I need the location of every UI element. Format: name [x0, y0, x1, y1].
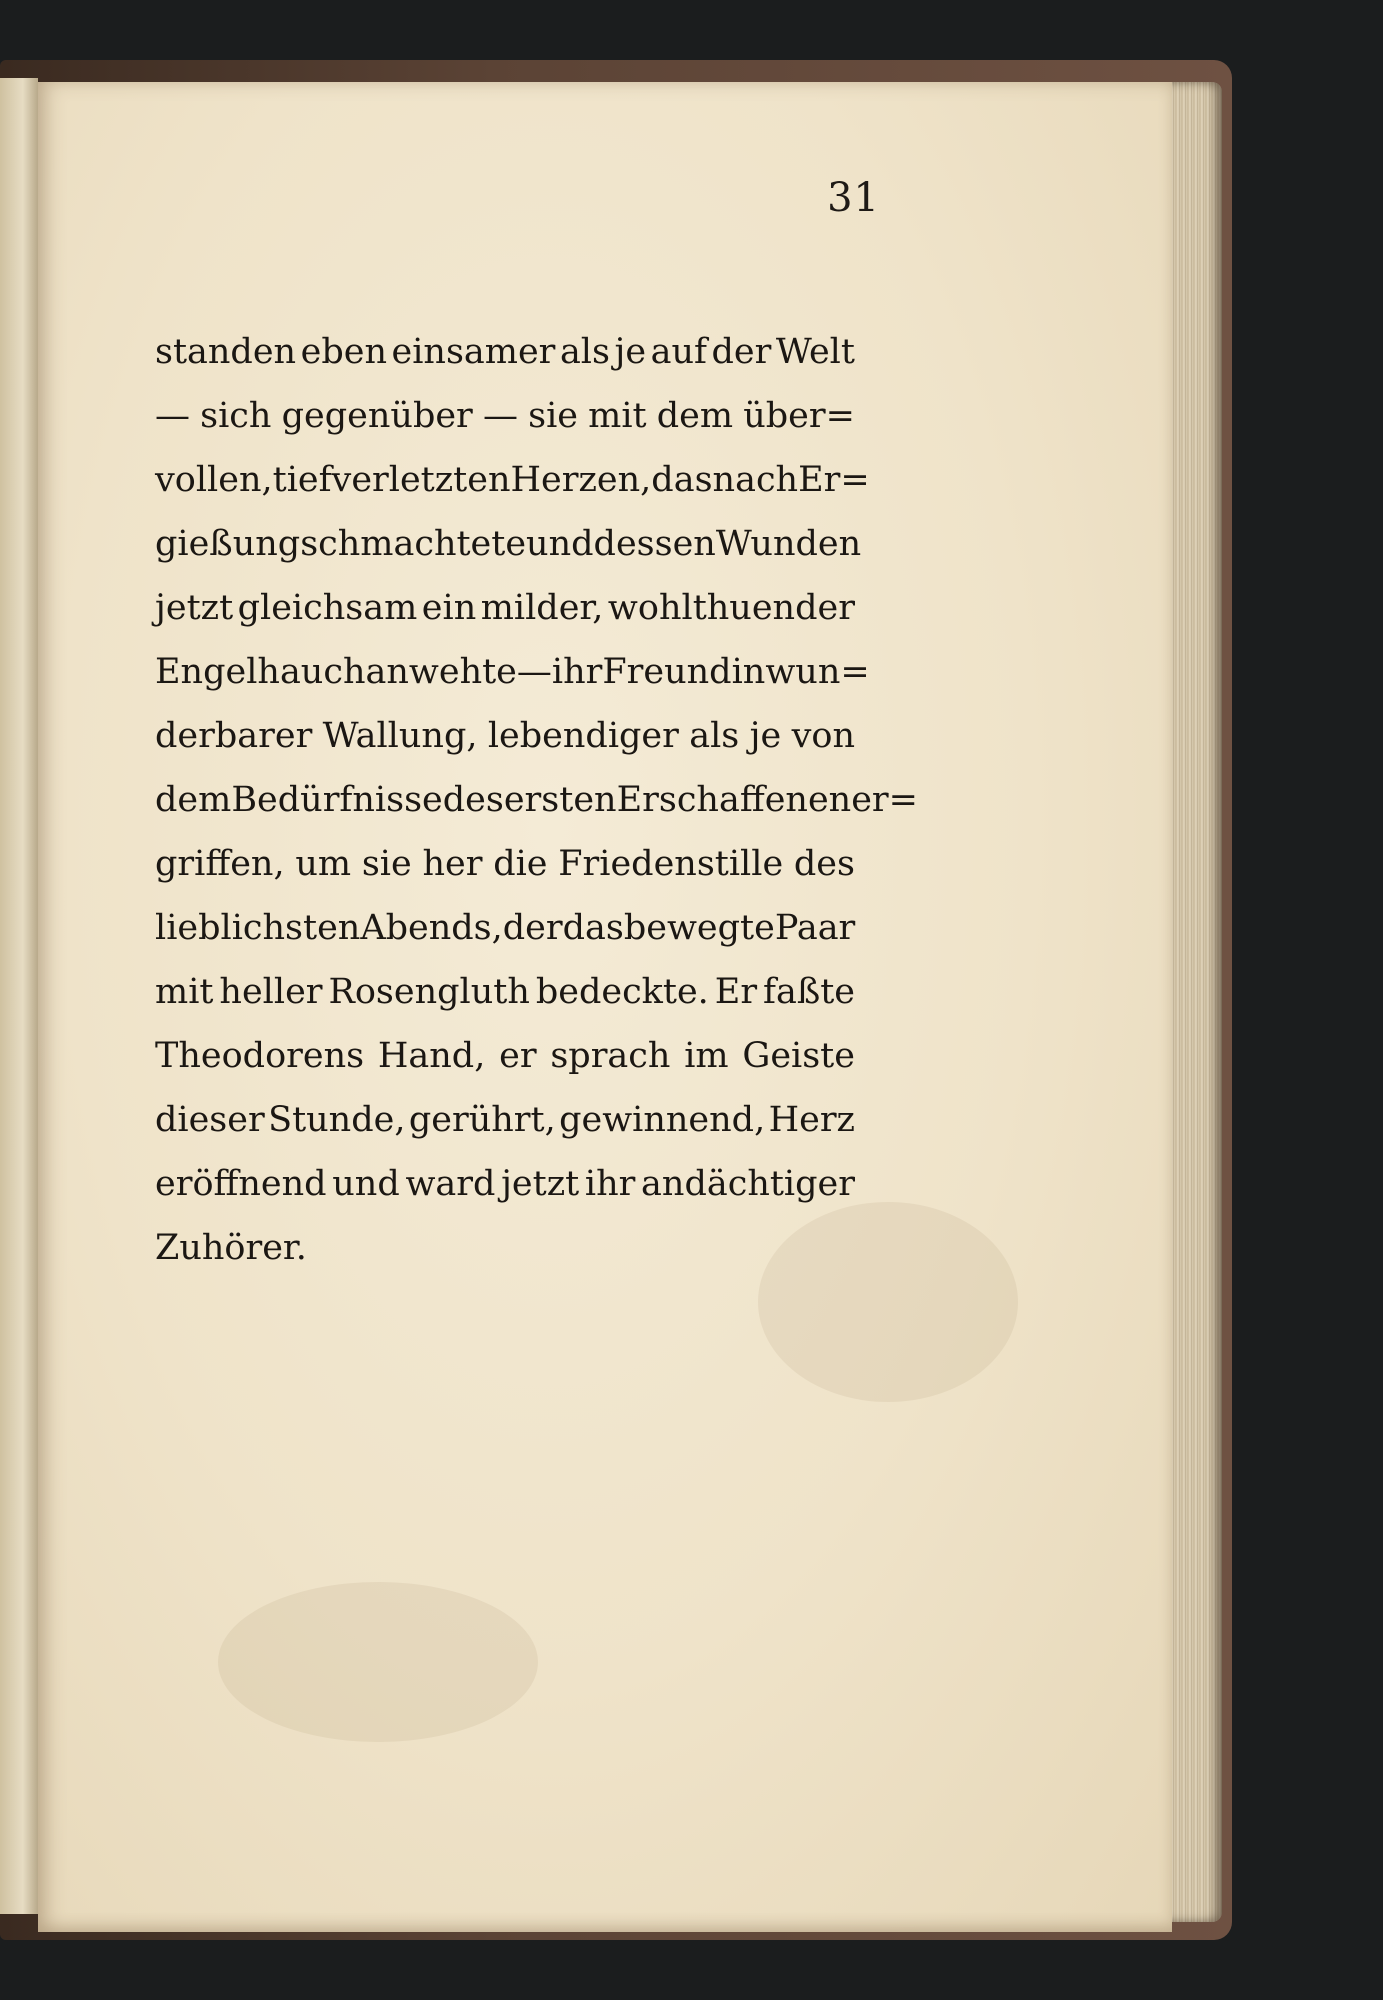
text-line: standen eben einsamer als je auf der Welt [155, 332, 855, 372]
text-line: Zuhörer. [155, 1228, 307, 1268]
paper-stain [218, 1582, 538, 1742]
text-line: eröffnend und ward jetzt ihr andächtiger [155, 1164, 855, 1204]
page-block-edge [1168, 82, 1222, 1922]
page-number: 31 [827, 175, 880, 221]
left-page-edge [0, 78, 38, 1914]
text-line: dem Bedürfnisse des ersten Erschaffenen er= [155, 780, 918, 820]
text-line: griffen, um sie her die Friedenstille des [155, 844, 855, 884]
body-text [155, 320, 918, 1280]
text-line: jetzt gleichsam ein milder, wohlthuender [155, 588, 855, 628]
text-line: gießung schmachtete und dessen Wunden [155, 524, 862, 564]
text-line: Engelhauch anwehte — ihr Freund in wun= [155, 652, 870, 692]
text-line: Theodorens Hand, er sprach im Geiste [155, 1036, 855, 1076]
text-line: derbarer Wallung, lebendiger als je von [155, 716, 855, 756]
text-line: mit heller Rosengluth bedeckte. Er faßte [155, 972, 855, 1012]
text-line: lieblichsten Abends, der das bewegte Paar [155, 908, 856, 948]
text-line: — sich gegenüber — sie mit dem über= [155, 396, 855, 436]
text-line: vollen, tiefverletzten Herzen, das nach Er= [155, 460, 870, 500]
text-line: dieser Stunde, gerührt, gewinnend, Herz [155, 1100, 855, 1140]
